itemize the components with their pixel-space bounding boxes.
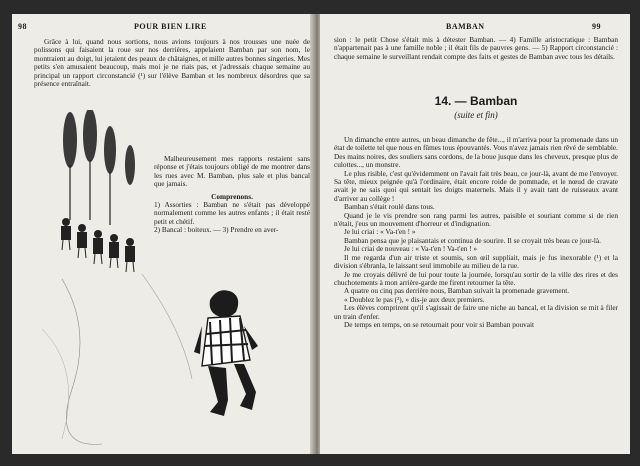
chapter-heading xyxy=(334,94,618,120)
paragraph: Bamban s'était roulé dans tous. xyxy=(344,202,435,212)
paragraph: Je me croyais délivré de lui pour toute la journée, lorsqu'au sortir de la ville des rires et des chuchotements à mon arrière-garde me firent retourner la tête. xyxy=(334,269,618,287)
left-text-block xyxy=(34,38,310,88)
comprehension-heading: Comprenons. xyxy=(211,191,253,201)
paragraph: « Doublez le pas (²), » dis-je aux deux premiers. xyxy=(344,294,485,304)
paragraph: Je lui criai de nouveau : « Va-t'en ! Va-t'en ! » xyxy=(344,244,478,254)
paragraph: Il me regarda d'un air triste et soumis, son œil suppliait, mais je fus inexorable (¹) et la division s'ébranla, le laissant seul immobile au milieu de la rue. xyxy=(334,252,618,271)
paragraph: Un dimanche entre autres, un beau dimanche de fête..., il m'arriva pour la promenade dans un état de toilette tel que nous en fûmes tous épouvantés. Vous n'avez jamais rien rêvé de semblable. Des mains noires, des souliers sans cordons, de la boue jusque dans les cheveux, presque plus de culottes..., un monstre. xyxy=(334,135,618,170)
trees-and-boys-illustration xyxy=(52,110,152,280)
paragraph: Je lui criai : « Va-t'en ! » xyxy=(344,227,416,237)
paragraph: A quatre ou cinq pas derrière nous, Bamban suivait la promenade gravement. xyxy=(344,286,570,296)
running-head-left: POUR BIEN LIRE xyxy=(134,22,207,31)
left-text-block-narrow xyxy=(154,155,310,235)
paragraph: Quand je le vis prendre son rang parmi les autres, paisible et souriant comme si de rien n'était, j'eus un mouvement d'horreur et d'indignation. xyxy=(334,210,618,229)
paragraph: Le plus risible, c'est qu'évidemment on l'avait fait très beau, ce jour-là, avant de me l'envoyer. Sa tête, mieux peignée qu'à l'ordinaire, était encore roide de pommade, et le nœud de cravate avait je ne sais quoi qui sentait les doigts maternels. Mais il y avait tant de ruisseaux avant d'arriver au collège ! xyxy=(334,168,618,203)
left-page xyxy=(12,14,314,454)
running-head-right: BAMBAN xyxy=(446,22,485,31)
paragraph: Grâce à lui, quand nous sortions, nous avions toujours à nos trousses une nuée de polissons qui faisaient la roue sur nos derrières, appelaient Bamban par son nom, le montraient au doigt, lui jetaient des peaux de châtaignes, et mille autres bonnes singeries. Mes petits s'en amusaient beaucoup, mais moi je ne riais pas, et j'adressais chaque semaine au principal un rapport circonstancié (¹) sur l'élève Bamban et les nombreux désordres que sa présence entraînait. xyxy=(34,37,310,89)
page-number-left: 98 xyxy=(18,22,27,31)
paragraph: De temps en temps, on se retournait pour voir si Bamban pouvait xyxy=(344,319,535,329)
footnote: 1) Assorties : Bamban ne s'était pas développé normalement comme les autres enfants ; il était resté petit et chétif. xyxy=(154,200,310,226)
chapter-title: 14. — Bamban xyxy=(434,94,518,108)
paragraph: Les élèves comprirent qu'il s'agissait de faire une niche au bancal, et la division se mit à filer un train d'enfer. xyxy=(334,303,618,321)
chapter-body xyxy=(334,136,618,329)
right-page xyxy=(320,14,630,454)
top-footnotes xyxy=(334,36,618,61)
footnote: 2) Bancal : boiteux. — 3) Prendre en aver- xyxy=(154,225,279,235)
paragraph: Bamban pensa que je plaisantais et continua de sourire. Il se croyait très beau ce jour-là. xyxy=(344,235,601,245)
page-number-right: 99 xyxy=(592,22,601,31)
footnote: sion : le petit Chose s'était mis à détester Bamban. — 4) Famille aristocratique : Bamban n'appartenait pas à une famille noble ; il était fils de pauvres gens. — 5) Rapport circonstancié : chaque semaine le surveillant rendait compte des faits et gestes de Bamban avec tous les détails. xyxy=(334,35,618,61)
chapter-subtitle: (suite et fin) xyxy=(454,110,498,120)
bamban-illustration xyxy=(188,282,268,430)
paragraph: Malheureusement mes rapports restaient sans réponse et j'étais toujours obligé de me montrer dans les rues avec M. Bamban, plus sale et plus bancal que jamais. xyxy=(154,154,310,189)
